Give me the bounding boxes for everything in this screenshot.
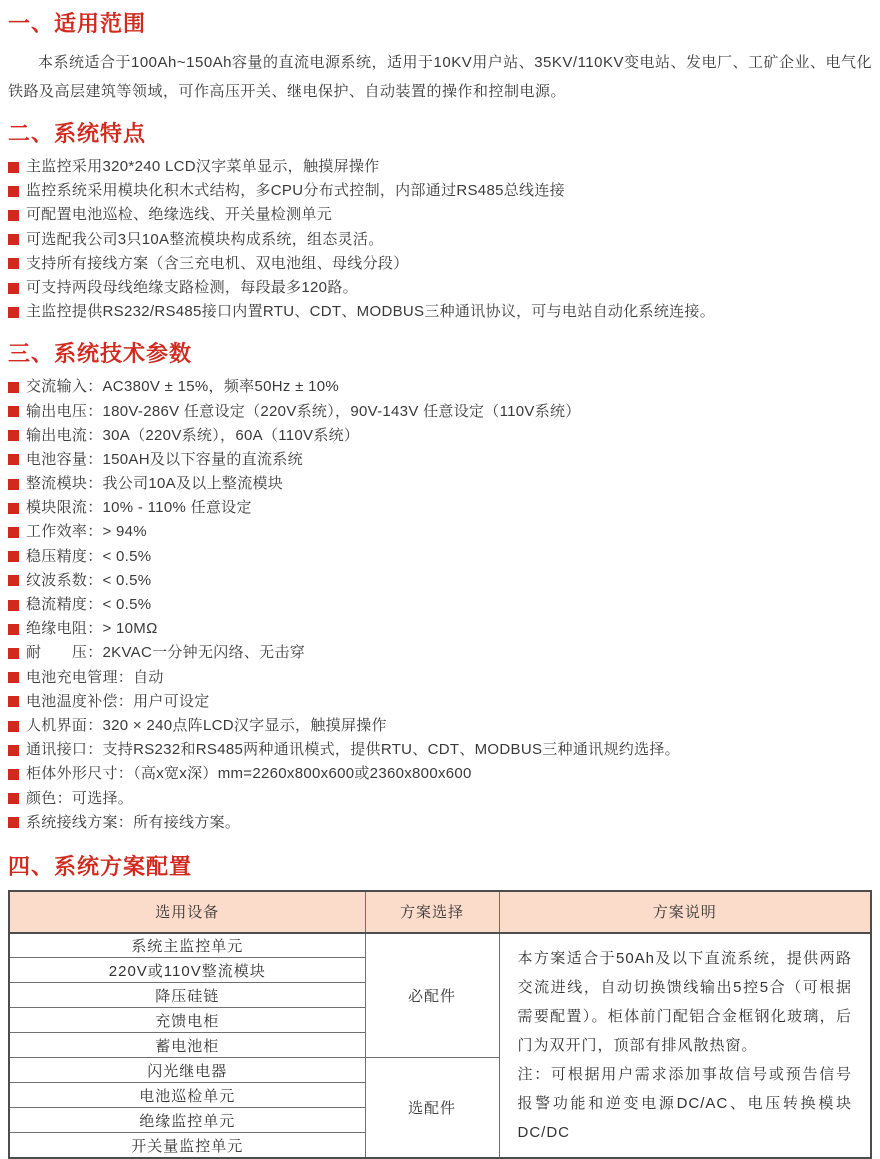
spec-text: 通讯接口：支持RS232和RS485两种通讯模式，提供RTU、CDT、MODBUS三种通讯规约选择。 [26, 741, 680, 759]
list-item [8, 300, 872, 324]
device-cell: 充馈电柜 [9, 1008, 365, 1033]
spec-text: 绝缘电阻：> 10MΩ [26, 620, 158, 638]
features-list [8, 155, 872, 324]
bullet-square-icon [8, 406, 19, 417]
list-item [8, 593, 872, 617]
device-cell: 绝缘监控单元 [9, 1108, 365, 1133]
table-header-row [9, 891, 871, 933]
spec-text: 交流输入：AC380V ± 15%，频率50Hz ± 10% [26, 378, 340, 396]
spec-text: 输出电流：30A（220V系统），60A（110V系统） [26, 426, 360, 444]
bullet-square-icon [8, 817, 19, 828]
spec-text: 稳流精度：< 0.5% [26, 596, 152, 613]
spec-text: 输出电压：180V-286V 任意设定（220V系统），90V-143V 任意设定（110V系统） [26, 402, 581, 420]
specs-list [8, 375, 872, 835]
feature-text: 主监控提供RS232/RS485接口内置RTU、CDT、MODBUS三种通讯协议，可与电站自动化系统连接。 [26, 303, 716, 321]
bullet-square-icon [8, 696, 19, 707]
plan-description-note: 注：可根据用户需求添加事故信号或预告信号报警功能和逆变电源DC/AC、电压转换模块DC/DC [517, 1065, 852, 1141]
section-heading-specs: 三、系统技术参数 [8, 341, 193, 367]
bullet-square-icon [8, 186, 19, 197]
col-header-plan-select: 方案选择 [365, 891, 499, 933]
list-item [8, 666, 872, 690]
spec-text: 柜体外形尺寸：（高x宽x深）mm=2260x800x600或2360x800x600 [26, 765, 472, 783]
spec-text: 稳压精度：< 0.5% [26, 547, 152, 565]
bullet-square-icon [8, 258, 19, 269]
bullet-square-icon [8, 162, 19, 173]
device-cell: 开关量监控单元 [9, 1133, 365, 1158]
list-item [8, 569, 872, 593]
section-heading-config: 四、系统方案配置 [8, 853, 193, 879]
list-item [8, 738, 872, 762]
scope-paragraph: 本系统适合于100Ah~150Ah容量的直流电源系统，适用于10KV用户站、35KV/110KV变电站、发电厂、工矿企业、电气化铁路及高层建筑等领域，可作高压开关、继电保护、自动装置的操作和控制电源。 [8, 54, 872, 100]
list-item [8, 448, 872, 472]
device-cell: 系统主监控单元 [9, 933, 365, 958]
spec-text: 颜色：可选择。 [26, 789, 134, 807]
bullet-square-icon [8, 382, 19, 393]
feature-text: 可支持两段母线绝缘支路检测，每段最多120路。 [26, 278, 358, 296]
feature-text: 可配置电池巡检、绝缘选线、开关量检测单元 [26, 206, 333, 224]
spec-text: 电池容量：150AH及以下容量的直流系统 [26, 450, 303, 468]
list-item [8, 641, 872, 665]
spec-text: 模块限流：10% - 110% 任意设定 [26, 499, 252, 517]
list-item [8, 179, 872, 203]
bullet-square-icon [8, 283, 19, 294]
plan-description-cell [499, 933, 871, 1158]
list-item [8, 375, 872, 399]
list-item [8, 762, 872, 786]
spec-text: 人机界面：320 × 240点阵LCD汉字显示，触摸屏操作 [26, 716, 387, 734]
spec-text: 纹波系数：< 0.5% [26, 571, 152, 589]
bullet-square-icon [8, 769, 19, 780]
bullet-square-icon [8, 551, 19, 562]
list-item [8, 787, 872, 811]
table-row [9, 933, 871, 958]
list-item [8, 617, 872, 641]
config-table [8, 890, 872, 1159]
bullet-square-icon [8, 793, 19, 804]
spec-text: 整流模块：我公司10A及以上整流模块 [26, 475, 284, 493]
bullet-square-icon [8, 527, 19, 538]
required-group-cell: 必配件 [365, 933, 499, 1058]
feature-text: 支持所有接线方案（含三充电机、双电池组、母线分段） [26, 254, 409, 272]
bullet-square-icon [8, 745, 19, 756]
list-item [8, 690, 872, 714]
list-item [8, 424, 872, 448]
plan-description-text: 本方案适合于50Ah及以下直流系统，提供两路交流进线，自动切换馈线输出5控5合（可根据需要配置）。柜体前门配铝合金框钢化玻璃，后门为双开门，顶部有排风散热窗。 [517, 949, 852, 1054]
list-item [8, 203, 872, 227]
list-item [8, 714, 872, 738]
device-cell: 220V或110V整流模块 [9, 958, 365, 983]
bullet-square-icon [8, 648, 19, 659]
list-item [8, 252, 872, 276]
list-item [8, 276, 872, 300]
bullet-square-icon [8, 575, 19, 586]
feature-text: 可选配我公司3只10A整流模块构成系统，组态灵活。 [26, 230, 384, 248]
bullet-square-icon [8, 454, 19, 465]
device-cell: 蓄电池柜 [9, 1033, 365, 1058]
device-cell: 降压硅链 [9, 983, 365, 1008]
section-heading-scope: 一、适用范围 [8, 11, 147, 36]
list-item [8, 228, 872, 252]
spec-text: 电池充电管理：自动 [26, 668, 164, 686]
bullet-square-icon [8, 210, 19, 221]
bullet-square-icon [8, 624, 19, 635]
spec-text: 工作效率：> 94% [26, 523, 147, 541]
list-item [8, 496, 872, 520]
list-item [8, 155, 872, 179]
list-item [8, 472, 872, 496]
bullet-square-icon [8, 479, 19, 490]
device-cell: 电池巡检单元 [9, 1083, 365, 1108]
feature-text: 主监控采用320*240 LCD汉字菜单显示，触摸屏操作 [26, 158, 380, 175]
optional-group-cell: 选配件 [365, 1058, 499, 1158]
bullet-square-icon [8, 430, 19, 441]
device-cell: 闪光继电器 [9, 1058, 365, 1083]
col-header-device: 选用设备 [9, 891, 365, 933]
spec-text: 电池温度补偿：用户可设定 [26, 692, 210, 710]
bullet-square-icon [8, 721, 19, 732]
list-item [8, 545, 872, 569]
list-item [8, 811, 872, 835]
bullet-square-icon [8, 234, 19, 245]
section-heading-features: 二、系统特点 [8, 121, 147, 146]
spec-text: 耐 压：2KVAC一分钟无闪络、无击穿 [26, 644, 306, 662]
col-header-plan-desc: 方案说明 [499, 891, 871, 933]
list-item [8, 520, 872, 544]
spec-text: 系统接线方案：所有接线方案。 [26, 813, 241, 831]
list-item [8, 400, 872, 424]
bullet-square-icon [8, 672, 19, 683]
feature-text: 监控系统采用模块化积木式结构，多CPU分布式控制，内部通过RS485总线连接 [26, 182, 565, 200]
bullet-square-icon [8, 307, 19, 318]
bullet-square-icon [8, 600, 19, 611]
bullet-square-icon [8, 503, 19, 514]
